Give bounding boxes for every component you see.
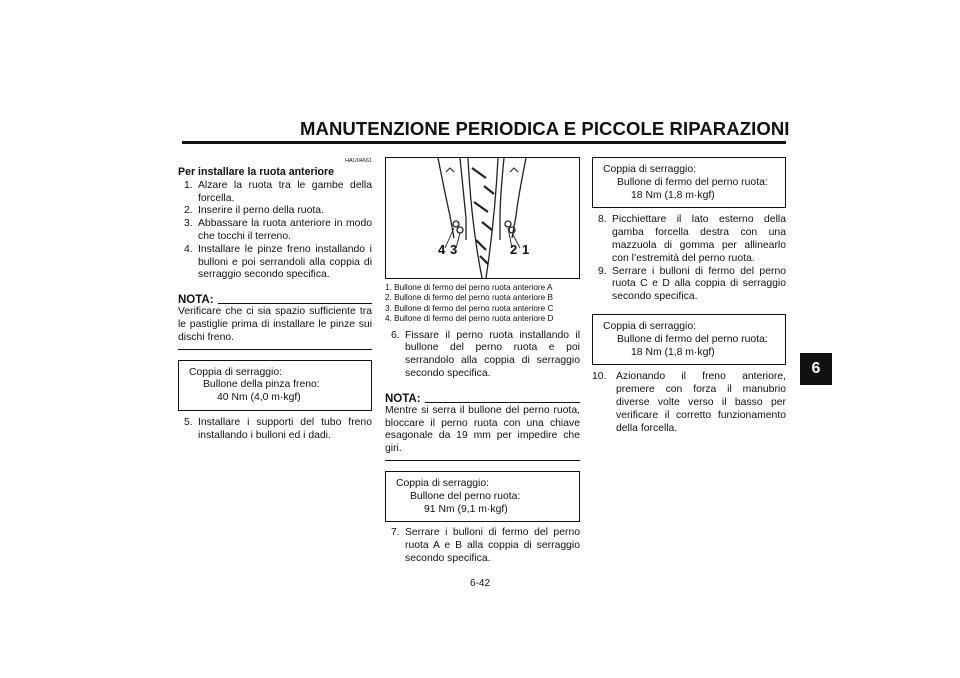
steps-list xyxy=(385,330,580,381)
step-text: Installare i supporti del tubo freno installando i bulloni ed i dadi. xyxy=(198,416,372,441)
torque-spec-box xyxy=(592,314,786,365)
note-text: Mentre si serra il bullone del perno ruota, bloccare il perno ruota con una chiave esagonale da 19 mm per impedire che giri. xyxy=(385,405,580,461)
step-number: 7. xyxy=(391,527,400,539)
note-rule xyxy=(425,402,580,403)
spec-item: Bullone di fermo del perno ruota: xyxy=(617,176,768,188)
steps-list xyxy=(592,214,786,304)
column-3 xyxy=(592,157,786,435)
section-code: HAU04661 xyxy=(345,158,372,164)
figure-label: 2 xyxy=(510,242,518,257)
column-2 xyxy=(385,157,580,566)
torque-spec-box xyxy=(385,471,580,522)
section-heading: Per installare la ruota anteriore xyxy=(178,166,335,178)
step-text: Azionando il freno anteriore, premere con forza il manubrio diverse volte verso il basso per verificare il corretto funzionamento della forcella. xyxy=(616,371,786,434)
step-number: 10. xyxy=(592,371,607,383)
front-wheel-figure xyxy=(385,157,580,279)
steps-list xyxy=(178,180,372,282)
steps-list xyxy=(385,527,580,565)
step-text: Picchiettare il lato esterno della gamba forcella destra con una mazzuola di gomma per allinearlo con l’estremità del perno ruota. xyxy=(612,214,786,264)
step-item xyxy=(592,266,786,304)
step-number: 2. xyxy=(184,205,193,217)
step-number: 4. xyxy=(184,243,193,255)
spec-label: Coppia di serraggio: xyxy=(603,164,696,175)
spec-label: Coppia di serraggio: xyxy=(396,478,489,489)
step-text: Serrare i bulloni di fermo del perno ruota A e B alla coppia di serraggio secondo specifica. xyxy=(405,527,580,564)
step-item xyxy=(385,527,580,565)
note-header xyxy=(178,294,372,306)
step-number: 3. xyxy=(184,218,193,230)
header-rule xyxy=(182,141,786,144)
steps-list xyxy=(592,371,786,435)
figure-label: 3 xyxy=(450,242,458,257)
step-item xyxy=(178,180,372,206)
step-number: 1. xyxy=(184,179,193,191)
note-label: NOTA: xyxy=(178,294,214,307)
note-rule xyxy=(218,303,372,304)
note-header xyxy=(385,393,580,405)
note-text: Verificare che ci sia spazio sufficiente tra le pastiglie prima di installare le pinze sui dischi freno. xyxy=(178,306,372,349)
step-text: Serrare i bulloni di fermo del perno ruota C e D alla coppia di serraggio secondo specifica. xyxy=(612,265,786,303)
spec-value: 18 Nm (1,8 m·kgf) xyxy=(631,346,715,358)
spec-label: Coppia di serraggio: xyxy=(603,320,696,332)
step-item xyxy=(178,205,372,218)
caption-item: 4. Bullone di fermo del perno ruota anteriore D xyxy=(385,314,554,324)
spec-item: Bullone del perno ruota: xyxy=(410,490,521,502)
step-item xyxy=(178,244,372,282)
spec-item: Bullone della pinza freno: xyxy=(203,379,320,391)
step-item xyxy=(592,214,786,265)
caption-item: 3. Bullone di fermo del perno ruota anteriore C xyxy=(385,303,554,313)
page-title: MANUTENZIONE PERIODICA E PICCOLE RIPARAZIONI xyxy=(300,118,790,139)
step-text: Fissare il perno ruota installando il bullone del perno ruota e poi serrandolo alla coppia di serraggio secondo specifica. xyxy=(405,329,580,380)
step-item xyxy=(385,330,580,381)
spec-value: 18 Nm (1,8 m·kgf) xyxy=(631,189,715,201)
column-1 xyxy=(178,158,372,443)
wheel-illustration xyxy=(386,158,579,278)
step-number: 8. xyxy=(598,214,607,226)
step-item xyxy=(178,218,372,244)
step-number: 6. xyxy=(391,329,400,341)
torque-spec-box xyxy=(178,360,372,411)
spec-value: 40 Nm (4,0 m·kgf) xyxy=(217,392,301,404)
torque-spec-box xyxy=(592,157,786,208)
caption-item: 1. Bullone di fermo del perno ruota anteriore A xyxy=(385,283,553,292)
steps-list xyxy=(178,417,372,443)
spec-label: Coppia di serraggio: xyxy=(189,366,282,378)
spec-item: Bullone di fermo del perno ruota: xyxy=(617,333,768,345)
step-text: Installare le pinze freno installando i bulloni e poi serrandoli alla coppia di serraggio secondo specifica. xyxy=(198,243,372,281)
page-number: 6-42 xyxy=(469,578,490,589)
note-label: NOTA: xyxy=(385,392,421,405)
step-number: 9. xyxy=(598,265,607,277)
step-text: Inserire il perno della ruota. xyxy=(198,205,324,217)
step-item xyxy=(178,417,372,443)
figure-label: 4 xyxy=(438,242,446,257)
figure-captions xyxy=(385,283,580,325)
spec-value: 91 Nm (9,1 m·kgf) xyxy=(424,503,508,515)
step-item xyxy=(592,371,786,435)
chapter-tab: 6 xyxy=(800,353,832,385)
figure-label: 1 xyxy=(522,242,530,257)
step-number: 5. xyxy=(184,416,193,428)
caption-item: 2. Bullone di fermo del perno ruota anteriore B xyxy=(385,293,553,303)
step-text: Alzare la ruota tra le gambe della forcella. xyxy=(198,179,372,204)
step-text: Abbassare la ruota anteriore in modo che tocchi il terreno. xyxy=(198,218,372,242)
